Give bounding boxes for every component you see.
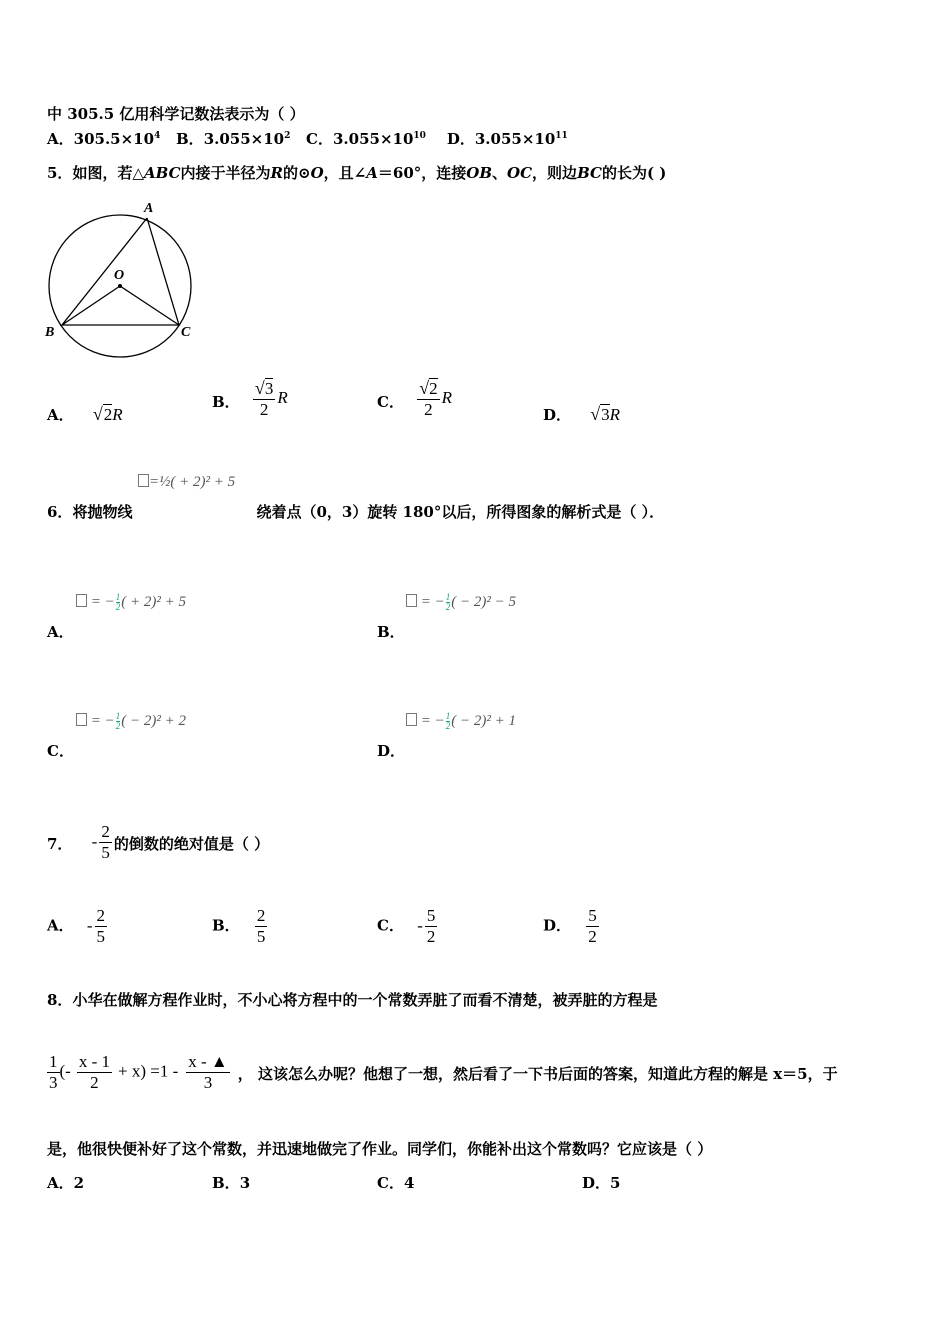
q4-option-d: D．$3.055\times 10^{11}$ [446,130,568,148]
q6-option-b-equation: = − $\frac{1}{2}$ ( − 2)² − 5 [406,593,516,612]
label-o: O [114,268,125,283]
q8-option-d: D．5 [582,1174,621,1192]
q6-option-c-equation: = − $\frac{1}{2}$ ( − 2)² + 2 [76,712,186,731]
label-c: C [181,325,191,340]
segment-ob [62,286,120,325]
q5-stem: 5．如图，若△ABC内接于半径为R的⊙O，且∠A＝60°，连接OB、OC，则边BC的长为( ) [47,164,667,182]
segment-oc [120,286,179,325]
q8-equation-line: $\frac{1}{3}$ (- $\frac{x - 1}{2}$ + x) =1 - $\frac{x - ▲}{3}$ ， 这该怎么办呢？他想了一想，然后看了一下书后面的答案，知道此方程的解是 x＝5，于 [49,1052,838,1092]
label-a: A [144,201,154,216]
q8-stem: 8．小华在做解方程作业时，不小心将方程中的一个常数弄脏了而看不清楚，被弄脏的方程是 [47,991,658,1009]
q8-eq-frac3: $\frac{x - ▲}{3}$ [188,1052,228,1092]
q6-stem: 6．将抛物线 绕着点（0，3）旋转 180°以后，所得图象的解析式是（ ）． [47,503,665,521]
q8-option-b: B．3 [212,1174,251,1192]
q5-option-d: D． √3R [543,404,621,424]
q7-option-c: C． - $\frac{5}{2}$ [377,906,436,946]
q7-option-d: D． $\frac{5}{2}$ [543,906,597,946]
q8-option-a: A．2 [47,1174,85,1192]
q5-option-a: A． √2R [47,404,123,424]
label-b: B [45,325,55,340]
q7-option-b: B． $\frac{2}{5}$ [212,906,266,946]
q6-option-d-label: D． [377,742,406,760]
center-point [118,284,122,288]
q7-stem: 7． - $\frac{2}{5}$ 的倒数的绝对值是（ ） [47,822,270,862]
q6-option-d-equation: = − $\frac{1}{2}$ ( − 2)² + 1 [406,712,516,731]
q8-option-c: C．4 [377,1174,415,1192]
q6-option-a-label: A． [47,623,74,641]
q5-option-b: B． $\frac{√3}{2}$ R [212,378,288,419]
q4-options [47,128,568,149]
q5-circle-figure [40,196,210,366]
q8-stem-continued: 是，他很快便补好了这个常数，并迅速地做完了作业。同学们，你能补出这个常数吗？它应该是（ ） [47,1140,713,1158]
q7-option-a: A． - $\frac{2}{5}$ [47,906,106,946]
q4-option-c: C．$3.055\times 10^{10}$ [306,130,426,148]
q5-option-c: C． $\frac{√2}{2}$ R [377,378,452,419]
q8-eq-frac2: $\frac{x - 1}{2}$ [78,1052,110,1092]
q4-stem: 中 305.5 亿用科学记数法表示为（ ） [47,105,305,123]
q6-option-b-label: B． [377,623,405,641]
q6-option-a-equation: = − $\frac{1}{2}$ ( + 2)² + 5 [76,593,186,612]
q4-option-b: B．$3.055\times 10^2$ [176,130,291,148]
q6-option-c-label: C． [47,742,74,760]
q8-eq-frac1: $\frac{1}{3}$ [49,1052,58,1092]
q4-option-a: A．$305.5\times 10^4$ [47,130,161,148]
q6-given-equation: =½( + 2)² + 5 [138,474,235,491]
